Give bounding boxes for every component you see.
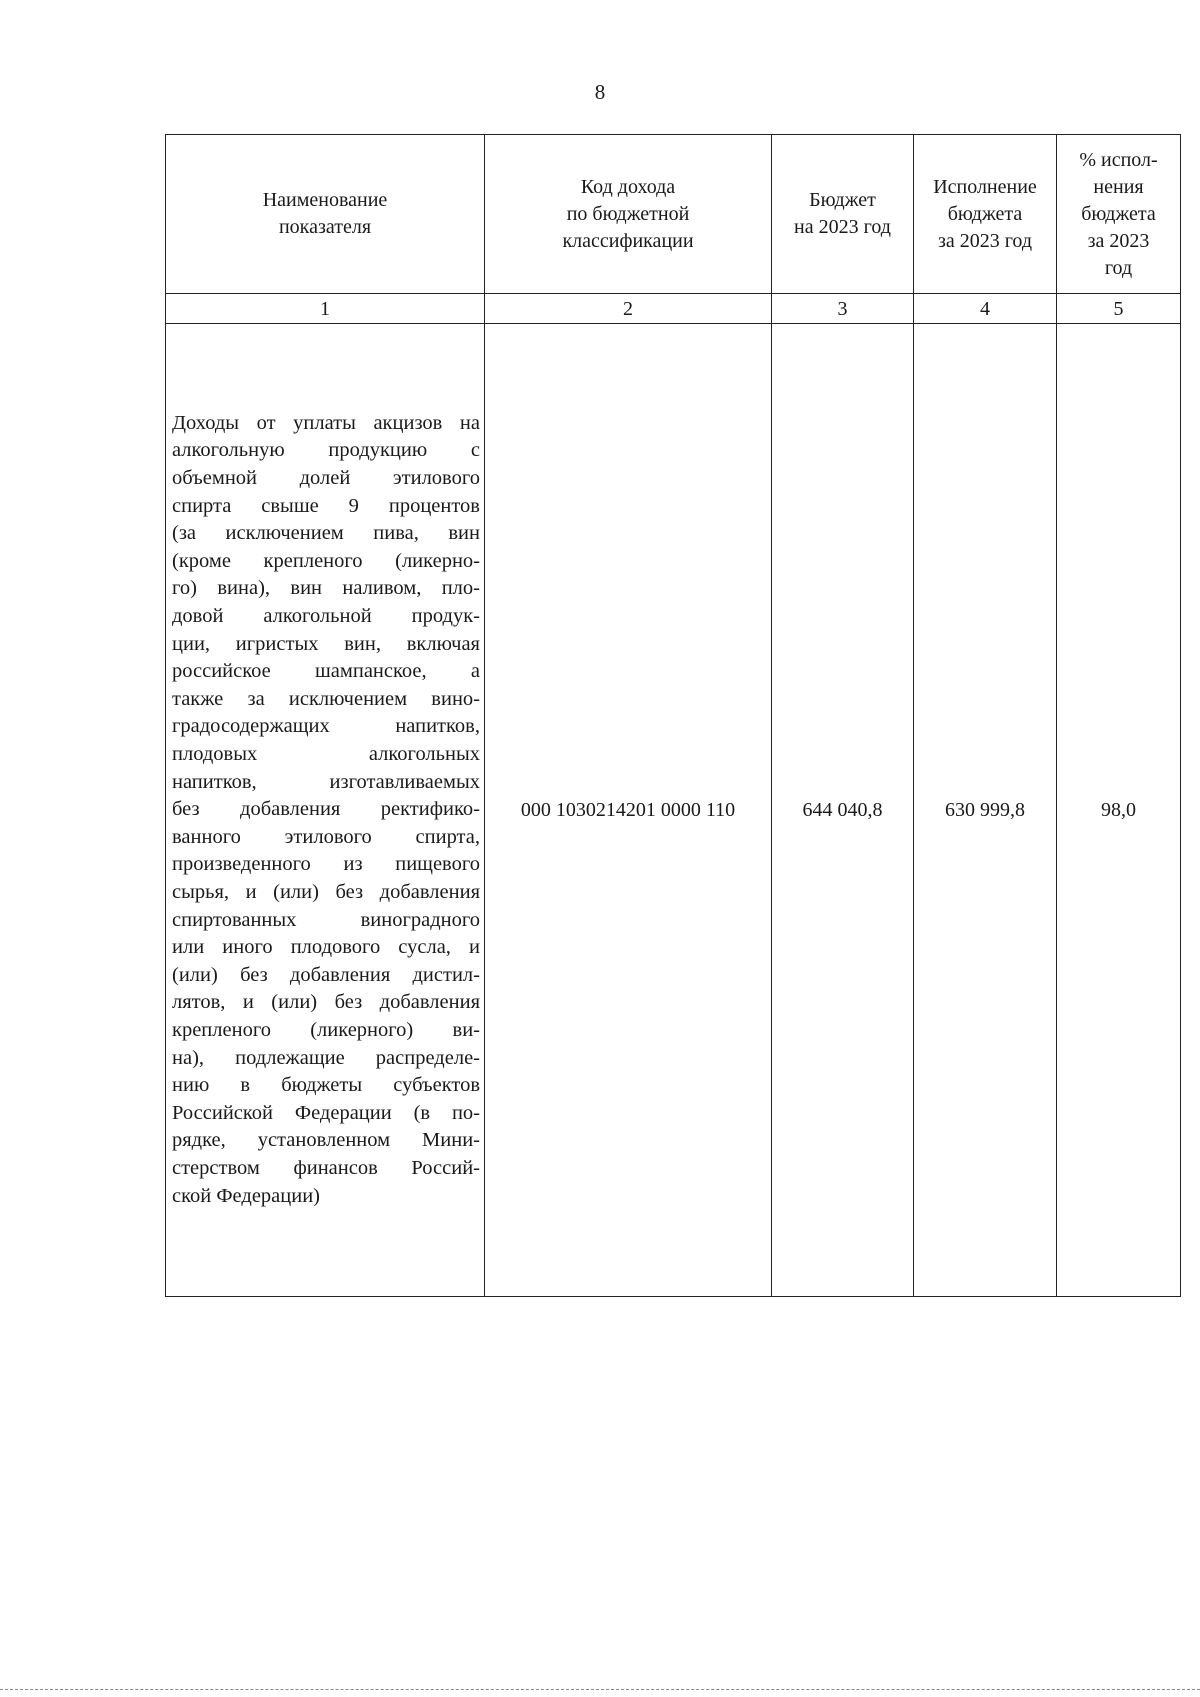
indicator-name bbox=[172, 410, 480, 1210]
percent-value-cell: 98,0 bbox=[1057, 324, 1181, 1297]
header-execution bbox=[914, 135, 1057, 294]
column-number: 1 bbox=[166, 294, 485, 324]
indicator-name-line: го) вина), вин наливом, пло- bbox=[172, 577, 480, 600]
income-code-cell: 000 1030214201 0000 110 bbox=[485, 324, 772, 1297]
indicator-name-line: ской Федерации) bbox=[172, 1184, 321, 1207]
budget-value-cell: 644 040,8 bbox=[772, 324, 914, 1297]
header-percent-text: % испол- нения бюджета за 2023 год bbox=[1079, 148, 1158, 279]
indicator-name-line: рядке, установленном Мини- bbox=[172, 1129, 480, 1152]
indicator-name-line: нию в бюджеты субъектов bbox=[172, 1074, 480, 1097]
table-row bbox=[166, 324, 1181, 1297]
column-number: 5 bbox=[1057, 294, 1181, 324]
indicator-name-line: градосодержащих напитков, bbox=[172, 715, 480, 738]
header-budget-text: Бюджет на 2023 год bbox=[794, 189, 891, 238]
header-income-code bbox=[485, 135, 772, 294]
indicator-name-line: спирта свыше 9 процентов bbox=[172, 494, 480, 517]
indicator-name-line: объемной долей этилового bbox=[172, 467, 480, 490]
budget-table bbox=[165, 134, 1181, 1297]
indicator-name-line: напитков, изготавливаемых bbox=[172, 770, 480, 793]
indicator-name-line: Российской Федерации (в по- bbox=[172, 1101, 480, 1124]
indicator-name-line: ции, игристых вин, включая bbox=[172, 632, 480, 655]
header-budget bbox=[772, 135, 914, 294]
indicator-name-line: (или) без добавления дистил- bbox=[172, 963, 480, 986]
indicator-name-line: ванного этилового спирта, bbox=[172, 825, 480, 848]
indicator-name-line: плодовых алкогольных bbox=[172, 743, 480, 766]
indicator-name-line: сырья, и (или) без добавления bbox=[172, 880, 480, 903]
indicator-name-line: также за исключением вино- bbox=[172, 687, 480, 710]
header-execution-text: Исполнение бюджета за 2023 год bbox=[933, 175, 1037, 252]
column-number-row bbox=[166, 294, 1181, 324]
table-header-row bbox=[166, 135, 1181, 294]
header-percent bbox=[1057, 135, 1181, 294]
indicator-name-line: алкогольную продукцию с bbox=[172, 439, 480, 462]
header-income-code-text: Код дохода по бюджетной классификации bbox=[562, 175, 694, 252]
indicator-name-line: (за исключением пива, вин bbox=[172, 522, 480, 545]
column-number: 3 bbox=[772, 294, 914, 324]
header-indicator-name-text: Наименование показателя bbox=[262, 189, 388, 238]
indicator-name-line: довой алкогольной продук- bbox=[172, 605, 480, 628]
indicator-name-line: (кроме крепленого (ликерно- bbox=[172, 549, 480, 572]
indicator-name-line: лятов, и (или) без добавления bbox=[172, 991, 480, 1014]
indicator-name-line: спиртованных виноградного bbox=[172, 908, 480, 931]
indicator-name-line: стерством финансов Россий- bbox=[172, 1156, 480, 1179]
execution-value-cell: 630 999,8 bbox=[914, 324, 1057, 1297]
page-bottom-divider bbox=[0, 1689, 1200, 1691]
indicator-name-line: на), подлежащие распределе- bbox=[172, 1046, 480, 1069]
indicator-name-line: Доходы от уплаты акцизов на bbox=[172, 411, 480, 434]
indicator-name-cell bbox=[166, 324, 485, 1297]
indicator-name-line: произведенного из пищевого bbox=[172, 853, 480, 876]
page-number: 8 bbox=[594, 80, 606, 104]
header-indicator-name bbox=[166, 135, 485, 294]
column-number: 4 bbox=[914, 294, 1057, 324]
indicator-name-line: крепленого (ликерного) ви- bbox=[172, 1018, 480, 1041]
column-number: 2 bbox=[485, 294, 772, 324]
indicator-name-line: без добавления ректифико- bbox=[172, 798, 480, 821]
indicator-name-line: российское шампанское, а bbox=[172, 660, 480, 683]
indicator-name-line: или иного плодового сусла, и bbox=[172, 936, 480, 959]
